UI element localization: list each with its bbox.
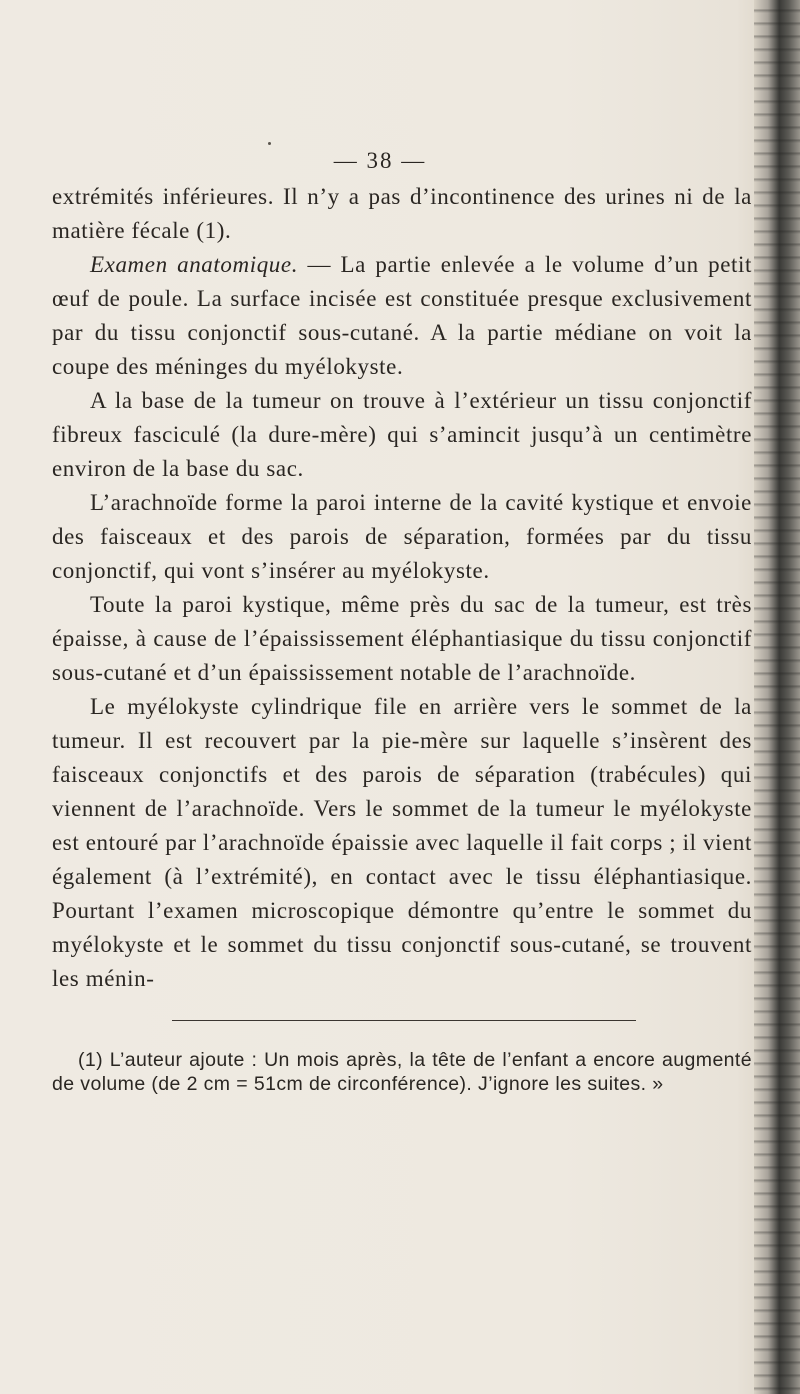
paragraph-paroi: Toute la paroi kystique, même près du sac de la tumeur, est très épaisse, à cause de l’épaississement éléphantiasique du tissu conjonctif sous-cutané et d’un épaississement notable de l’arachnoïde. [52, 592, 752, 685]
paragraph-arachnoide: L’arachnoïde forme la paroi interne de la cavité kystique et envoie des faisceaux et des parois de séparation, formées par du tissu conjonctif, qui vont s’insérer au myélokyste. [52, 490, 752, 583]
main-text [52, 180, 752, 996]
footnote-rule [172, 1020, 636, 1021]
ink-speck [268, 142, 271, 145]
paragraph-examen-text: — La partie enlevée a le volume d’un petit œuf de poule. La surface incisée est constituée presque exclusivement par du tissu conjonctif sous-cutané. A la partie médiane on voit la coupe des méninges du myélokyste. [52, 252, 752, 379]
book-binding-edge [754, 0, 800, 1394]
section-heading: Examen anatomique. [90, 252, 299, 277]
footnote-text: (1) L’auteur ajoute : Un mois après, la tête de l’enfant a encore augmenté de volume (de 2 cm = 51cm de circonférence). J’ignore les suites. » [52, 1049, 752, 1095]
paragraph-examen [52, 248, 752, 384]
footnote [52, 1048, 752, 1096]
paragraph-continuation: extrémités inférieures. Il n’y a pas d’incontinence des urines ni de la matière fécale (1). [52, 184, 752, 243]
page-number: — 38 — [333, 148, 427, 173]
paragraph-myelokyste: Le myélokyste cylindrique file en arrière vers le sommet de la tumeur. Il est recouvert par la pie-mère sur laquelle s’insèrent des faisceaux conjonctifs et des parois de séparation (trabécules) qui viennent de l’arachnoïde. Vers le sommet de la tumeur le myélokyste est entouré par l’arachnoïde épaissie avec laquelle il fait corps ; il vient également (à l’extrémité), en contact avec le tissu éléphantiasique. Pourtant l’examen microscopique démontre qu’entre le sommet du myélokyste et le sommet du tissu conjonctif sous-cutané, se trouvent les ménin- [52, 694, 752, 991]
paragraph-base: A la base de la tumeur on trouve à l’extérieur un tissu conjonctif fibreux fasciculé (la dure-mère) qui s’amincit jusqu’à un centimètre environ de la base du sac. [52, 388, 752, 481]
